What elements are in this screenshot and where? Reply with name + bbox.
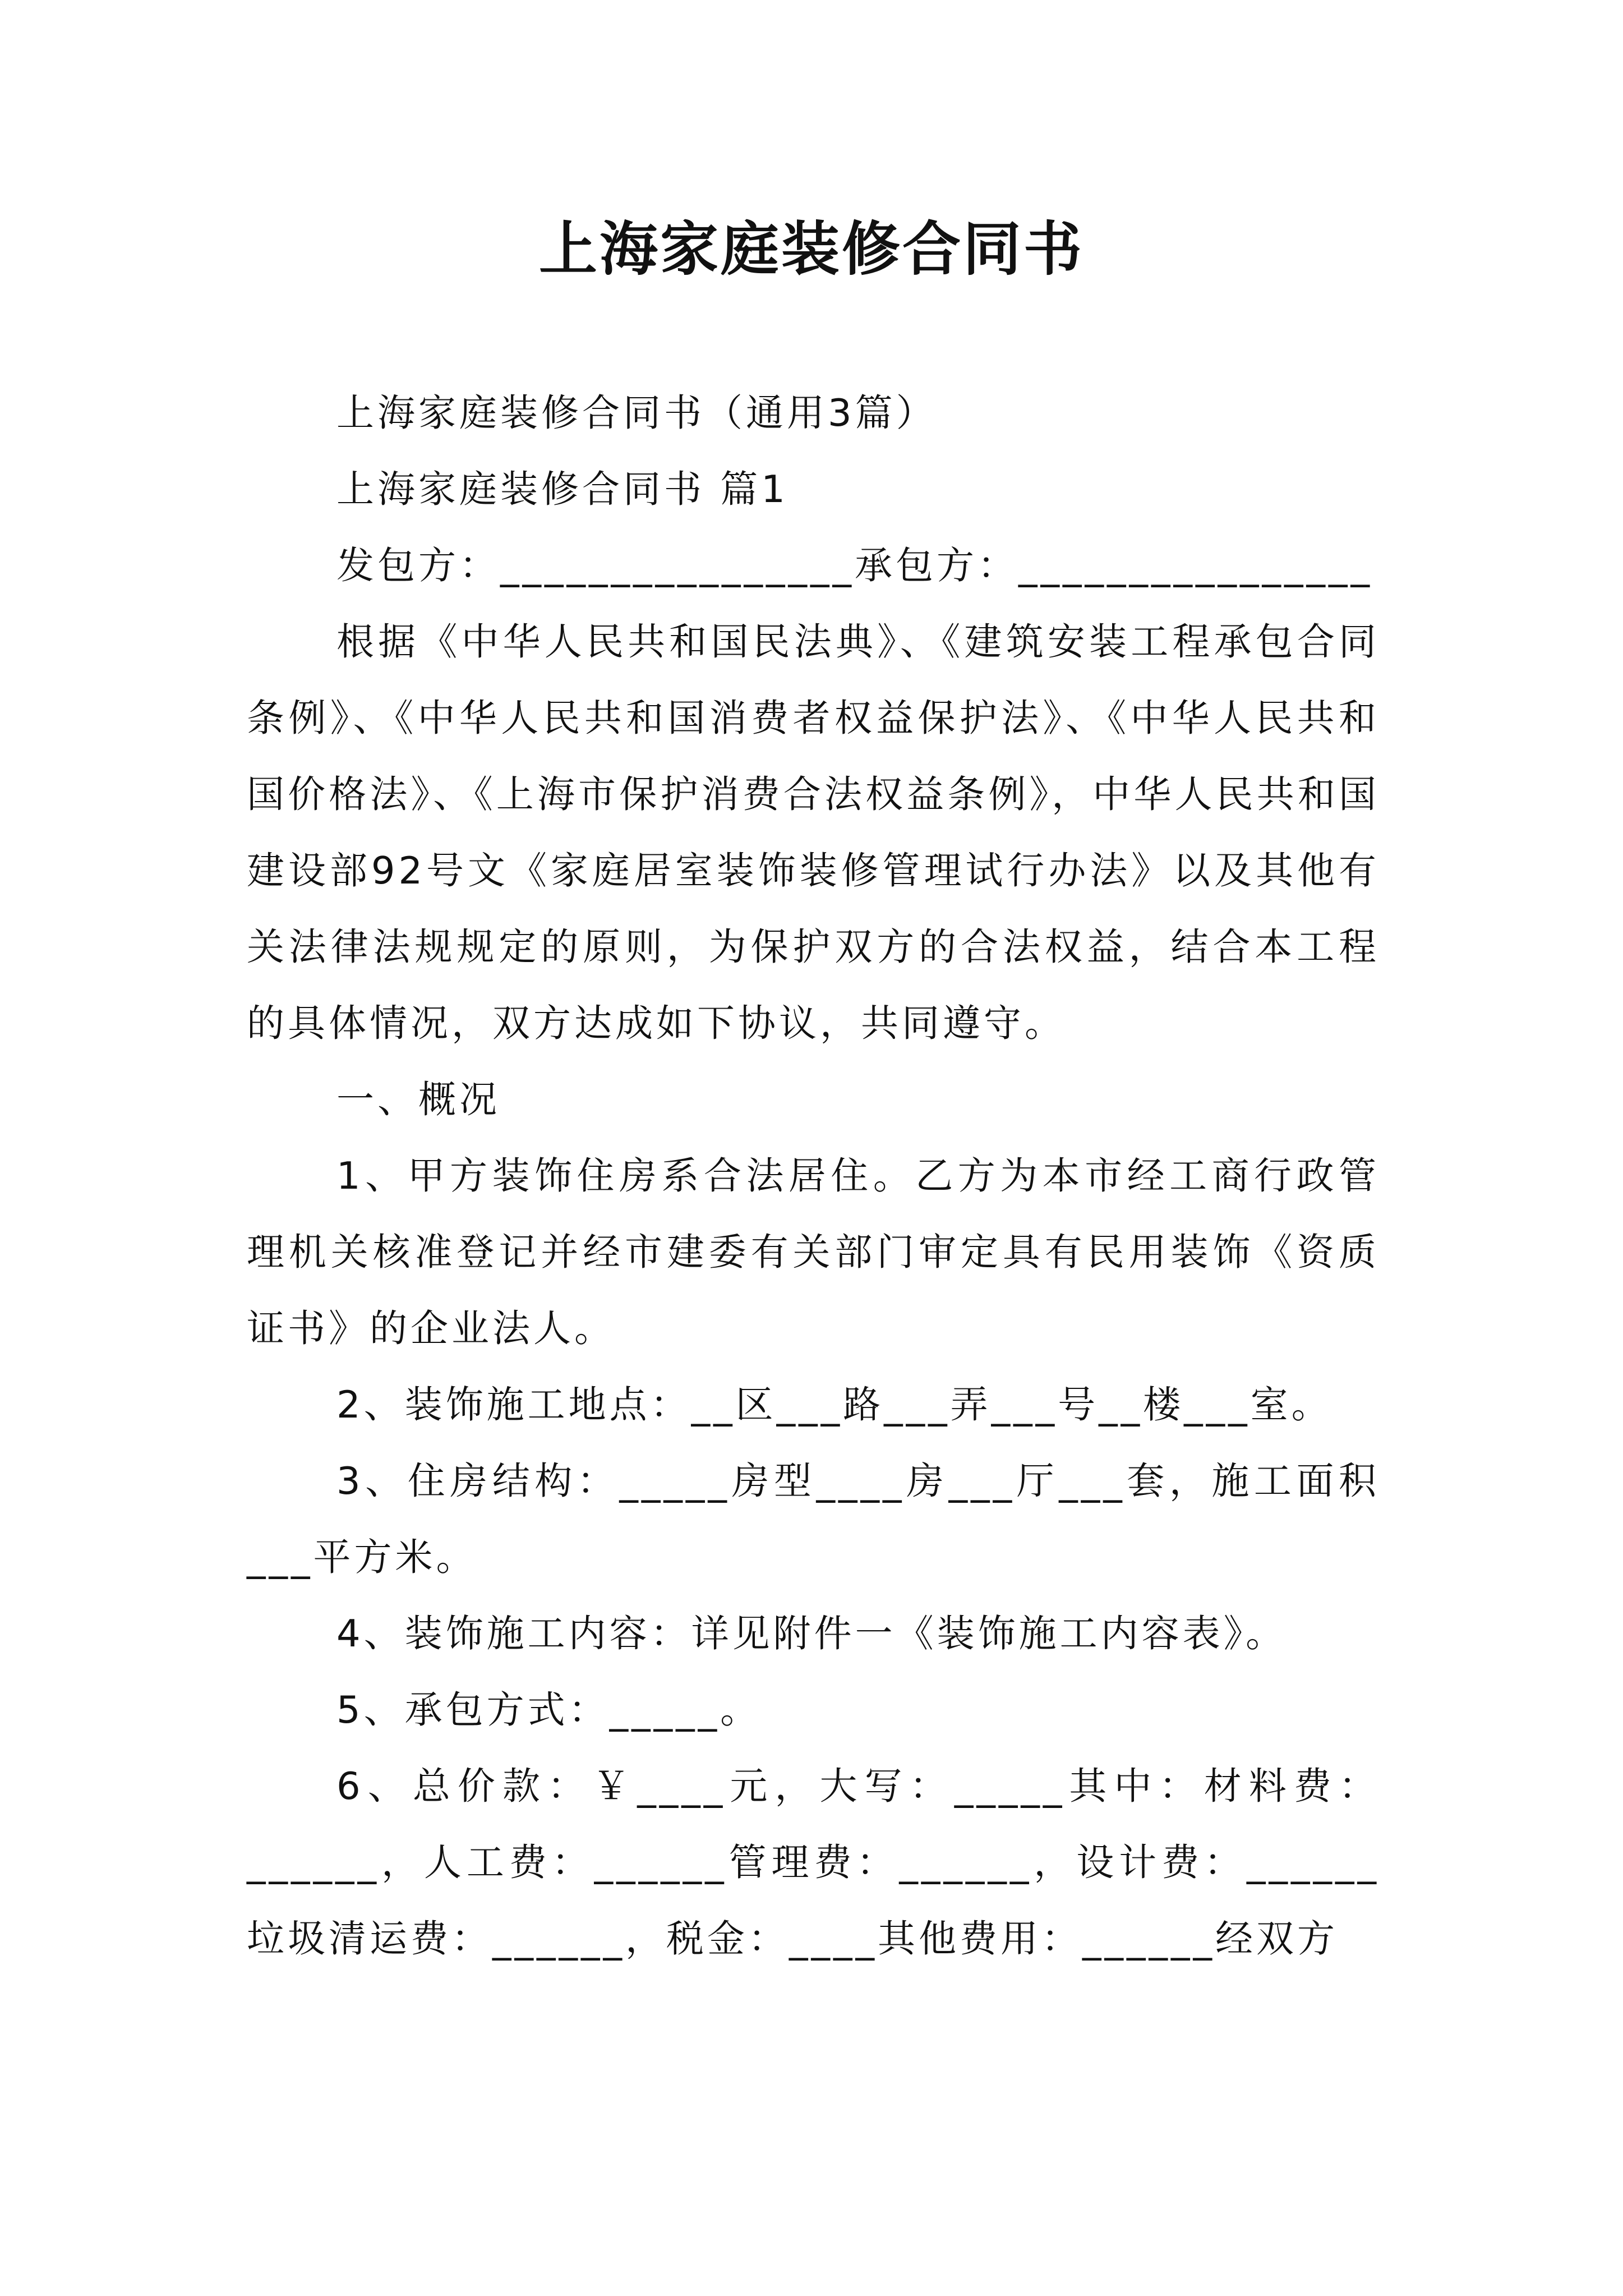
clause-4: 4、装饰施工内容：详见附件一《装饰施工内容表》。 — [336, 1612, 1287, 1655]
clause-5: 5、承包方式：_____。 — [336, 1688, 762, 1732]
subtitle-general: 上海家庭装修合同书（通用3篇） — [336, 391, 937, 435]
parties-line: 发包方：________________承包方：________________ — [336, 544, 1373, 587]
document-body — [247, 375, 1380, 1977]
section-heading-part-1: 上海家庭装修合同书 篇1 — [336, 467, 789, 511]
clause-6: 6、总价款：￥____元，大写：_____其中：材料费：______，人工费：______管理费：______，设计费：______垃圾清运费：______，税金：____其他费用：______经双方 — [247, 1764, 1380, 1961]
clause-2: 2、装饰施工地点：__区___路___弄___号__楼___室。 — [336, 1383, 1332, 1427]
clause-1: 1、甲方装饰住房系合法居住。乙方为本市经工商行政管理机关核准登记并经市建委有关部门审定具有民用装饰《资质证书》的企业法人。 — [247, 1154, 1380, 1350]
preamble-paragraph: 根据《中华人民共和国民法典》、《建筑安装工程承包合同条例》、《中华人民共和国消费者权益保护法》、《中华人民共和国价格法》、《上海市保护消费合法权益条例》，中华人民共和国建设部92号文《家庭居室装饰装修管理试行办法》以及其他有关法律法规规定的原则，为保护双方的合法权益，结合本工程的具体情况，双方达成如下协议，共同遵守。 — [247, 620, 1380, 1045]
section-heading-overview: 一、概况 — [336, 1078, 500, 1121]
clause-3: 3、住房结构：_____房型____房___厅___套，施工面积___平方米。 — [247, 1459, 1380, 1579]
document-title: 上海家庭装修合同书 — [538, 214, 1084, 283]
